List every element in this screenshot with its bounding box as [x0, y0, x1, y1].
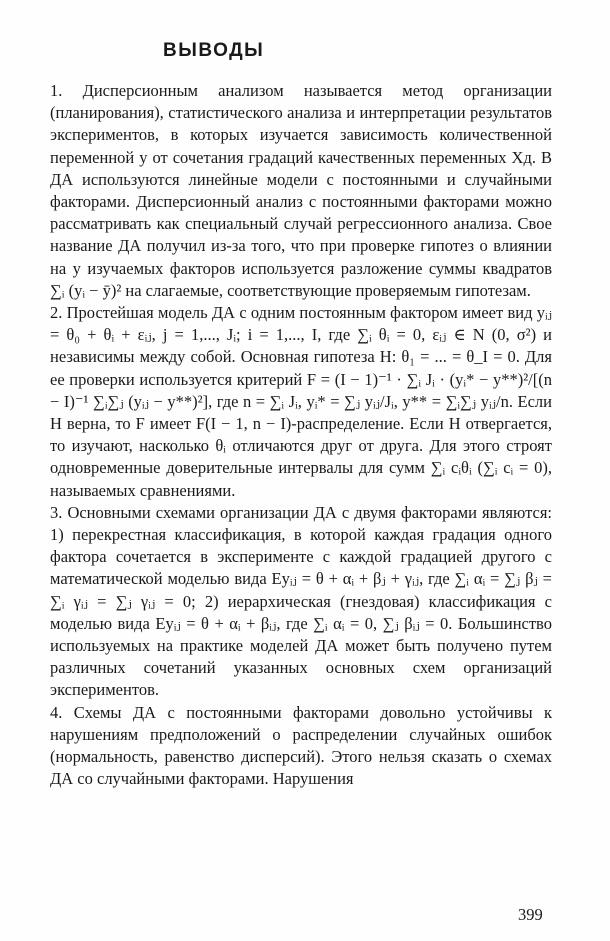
- paragraph-text: Основными схемами организации ДА с двумя факторами являются: 1) перекрестная классификация, в которой каждая градация одного фактора сочетается в эксперименте с каждой градацией другого с математической моделью вида Eyᵢⱼ = θ + αᵢ + βⱼ + γᵢⱼ, где ∑ᵢ αᵢ = ∑ⱼ βⱼ = ∑ᵢ γᵢⱼ = ∑ⱼ γᵢⱼ = 0; 2) иерархическая (гнездовая) классификация с моделью вида Eyᵢⱼ = θ + αᵢ + βᵢⱼ, где ∑ᵢ αᵢ = 0, ∑ⱼ βᵢⱼ = 0. Большинство используемых на практике моделей ДА может быть получено путем различных сочетаний указанных основных схем организаций экспериментов.: [50, 502, 552, 700]
- section-body: [50, 80, 552, 791]
- paragraph-1: [50, 80, 552, 302]
- paragraph-number: 4.: [50, 702, 63, 722]
- paragraph-3: [50, 502, 552, 702]
- paragraph-number: 3.: [50, 502, 63, 522]
- paragraph-text: Простейшая модель ДА с одним постоянным фактором имеет вид yᵢⱼ = θ₀ + θᵢ + εᵢⱼ, j = 1,..., Jᵢ; i = 1,..., I, где ∑ᵢ θᵢ = 0, εᵢⱼ ∈ N (0, σ²) и независимы между собой. Основная гипотеза H: θ₁ = ... = θ_I = 0. Для ее проверки используется критерий F = (I − 1)⁻¹ · ∑ᵢ Jᵢ · (yᵢ* − y**)²/[(n − I)⁻¹ ∑ᵢ∑ⱼ (yᵢⱼ − y**)²], где n = ∑ᵢ Jᵢ, yᵢ* = ∑ⱼ yᵢⱼ/Jᵢ, y** = ∑ᵢ∑ⱼ yᵢⱼ/n. Если H верна, то F имеет F(I − 1, n − I)-распределение. Если H отвергается, то изучают, насколько θᵢ отличаются друг от друга. Для этого строят одновременные доверительные интервалы для сумм ∑ᵢ cᵢθᵢ (∑ᵢ cᵢ = 0), называемых сравнениями.: [50, 303, 553, 500]
- paragraph-text: Схемы ДА с постоянными факторами довольно устойчивы к нарушениям предположений о распределении случайных ошибок (нормальность, равенство дисперсий). Этого нельзя сказать о схемах ДА со случайными факторами. Нарушения: [50, 702, 552, 789]
- paragraph-2: [50, 302, 552, 502]
- section-title: ВЫВОДЫ: [163, 40, 265, 61]
- paragraph-number: 2.: [50, 303, 63, 323]
- paragraph-number: 1.: [50, 81, 63, 100]
- paragraph-4: [50, 702, 552, 791]
- page-number: 399: [518, 905, 543, 924]
- paragraph-text: Дисперсионным анализом называется метод организации (планирования), статистического анализа и интерпретации результатов экспериментов, в которых изучается зависимость количественной переменной y от сочетания градаций качественных переменных Xд. В ДА используются линейные модели с постоянными и случайными факторами. Дисперсионный анализ с постоянными факторами можно рассматривать как специальный случай регрессионного анализа. Свое название ДА получил из-за того, что при проверке гипотез о влиянии на y изучаемых факторов используется разложение суммы квадратов ∑ᵢ (yᵢ − ȳ)² на слагаемые, соответствующие проверяемым гипотезам.: [50, 81, 553, 300]
